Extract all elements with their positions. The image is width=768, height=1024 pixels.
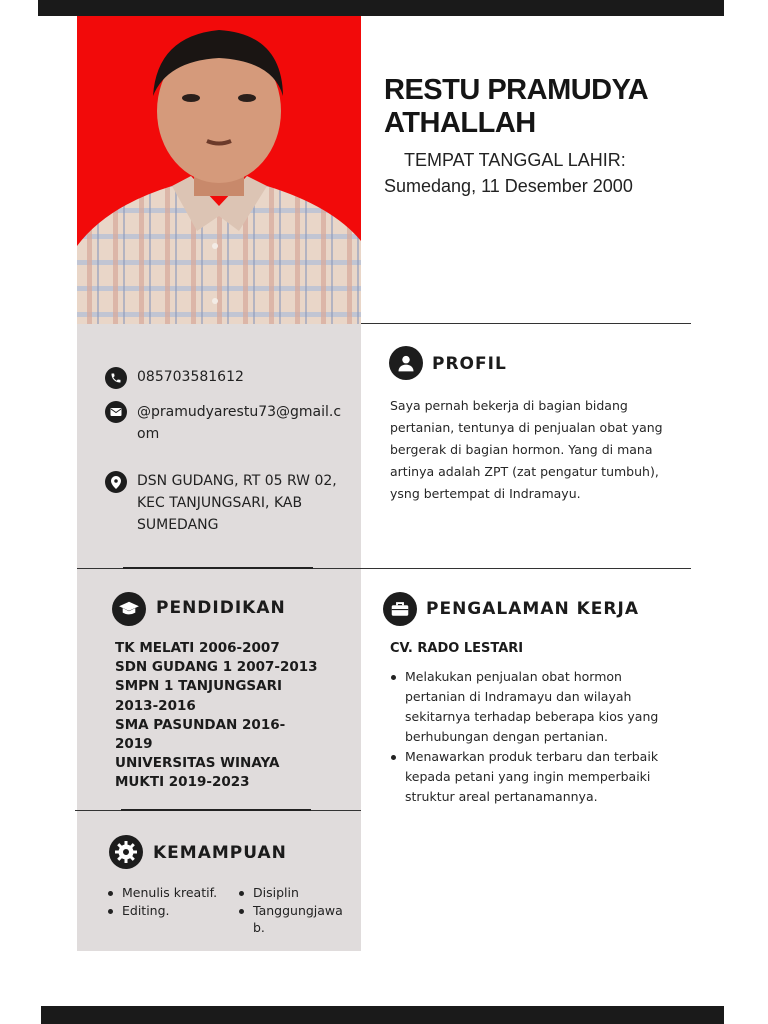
experience-list [390, 667, 680, 807]
email-address: @pramudyarestu73@gmail.c om [137, 404, 342, 442]
profile-heading: PROFIL [432, 354, 507, 374]
divider-accent [123, 567, 313, 569]
list-item: Melakukan penjualan obat hormon pertanian di Indramayu dan wilayah sekitarnya terhadap beberapa kios yang berhubungan dengan pertanian. [390, 667, 680, 747]
full-name: RESTU PRAMUDYA ATHALLAH [384, 74, 649, 139]
bottom-bar [41, 1006, 724, 1024]
divider-accent-bottom [121, 809, 311, 811]
divider-top [361, 323, 691, 324]
profile-description: Saya pernah bekerja di bagian bidang pertanian, tentunya di penjualan obat yang bergerak di bagian hormon. Yang di mana artinya adalah ZPT (zat pengatur tumbuh), ysng bertempat di Indramayu. [390, 398, 663, 501]
company-name: CV. RADO LESTARI [390, 641, 524, 656]
list-item: Menulis kreatif. [107, 884, 232, 902]
skills-heading: KEMAMPUAN [153, 843, 287, 863]
phone-icon [105, 367, 127, 389]
education-list: TK MELATI 2006-2007 SDN GUDANG 1 2007-2013 SMPN 1 TANJUNGSARI 2013-2016 SMA PASUNDAN 2016- 2019 UNIVERSITAS WINAYA MUKTI 2019-2023 [115, 640, 318, 791]
skills-list-right [238, 884, 353, 937]
skills-list-left [107, 884, 232, 919]
list-item: Menawarkan produk terbaru dan terbaik kepada petani yang ingin memperbaiki struktur areal pertanamannya. [390, 747, 680, 807]
graduation-cap-icon [112, 592, 146, 626]
experience-heading: PENGALAMAN KERJA [426, 599, 639, 619]
gear-icon [109, 835, 143, 869]
list-item: Editing. [107, 902, 232, 920]
profile-photo [77, 16, 361, 324]
phone-number: 085703581612 [137, 369, 244, 385]
list-item: Tanggungjawa b. [238, 902, 353, 937]
birth-value: Sumedang, 11 Desember 2000 [384, 176, 633, 196]
birth-label: TEMPAT TANGGAL LAHIR: [404, 150, 626, 170]
top-bar [38, 0, 724, 16]
home-address: DSN GUDANG, RT 05 RW 02, KEC TANJUNGSARI, KAB SUMEDANG [137, 473, 337, 533]
mail-icon [105, 401, 127, 423]
list-item: Disiplin [238, 884, 353, 902]
briefcase-icon [383, 592, 417, 626]
user-icon [389, 346, 423, 380]
location-pin-icon [105, 471, 127, 493]
education-heading: PENDIDIKAN [156, 598, 286, 618]
